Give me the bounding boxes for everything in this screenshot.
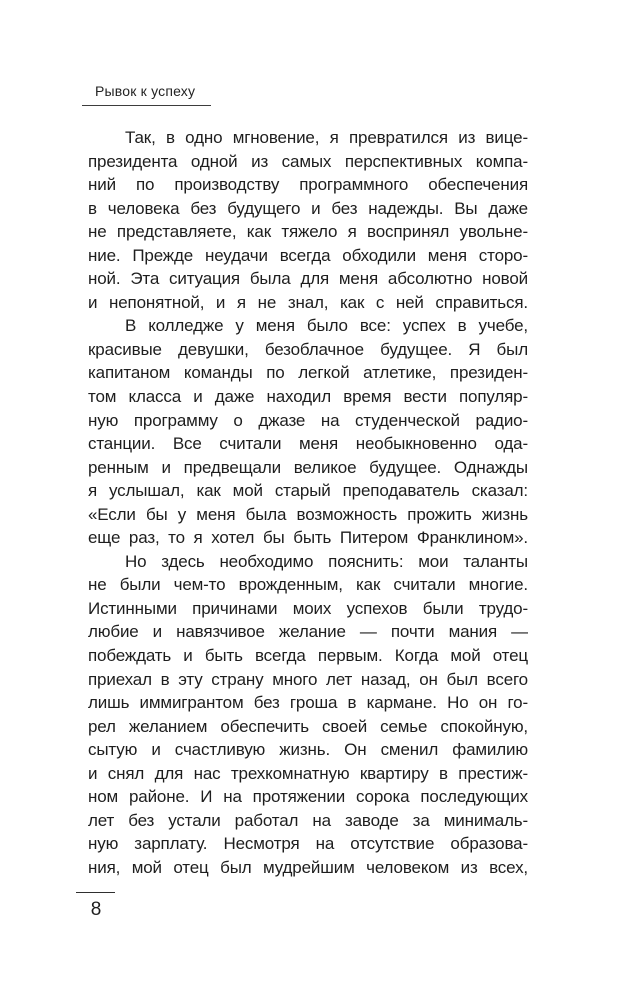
text-line: «Если бы у меня была возможность прожить жизнь [88,504,528,524]
text-line: ние. Прежде неудачи всегда обходили меня сторо- [88,245,528,265]
text-line: ной. Эта ситуация была для меня абсолютно новой [88,269,528,289]
text-line: Так, в одно мгновение, я превратился из вице- [125,128,528,147]
text-line: лет без устали работал на заводе за минималь- [88,810,528,830]
text-line: ний по производству программного обеспечения [88,175,528,195]
text-line: приехал в эту страну много лет назад, он был всего [88,669,528,689]
text-line: не были чем-то врожденным, как считали многие. [88,575,528,595]
page-number: 8 [90,899,102,920]
text-line: В колледже у меня было все: успех в учебе, [125,316,528,336]
running-title: Рывок к успеху [95,83,196,99]
text-line: ния, мой отец был мудрейшим человеком из всех, [88,857,528,877]
body-text [88,126,528,880]
text-line: станции. Все считали меня необыкновенно ода- [88,434,528,454]
text-line: и снял для нас трехкомнатную квартиру в престиж- [88,763,528,783]
text-line: любие и навязчивое желание — почти мания — [88,622,528,642]
paragraph [88,314,528,549]
text-line: ном районе. И на протяжении сорока последующих [88,787,528,807]
text-line: лишь иммигрантом без гроша в кармане. Но он го- [88,693,528,713]
text-line: сытую и счастливую жизнь. Он сменил фамилию [88,740,528,760]
text-line: еще раз, то я хотел бы быть Питером Франклином». [88,528,528,548]
text-line: Истинными причинами моих успехов были трудо- [88,598,528,618]
folio-rule [76,892,115,893]
text-line: красивые девушки, безоблачное будущее. Я был [88,339,528,359]
text-line: побеждать и быть всегда первым. Когда мой отец [88,646,528,666]
text-line: ную программу о джазе на студенческой радио- [88,410,528,430]
text-line: том класса и даже находил время вести популяр- [88,387,528,407]
text-line: ренным и предвещали великое будущее. Однажды [88,457,528,477]
text-line: рел желанием обеспечить своей семье спокойную, [88,716,528,736]
text-line: ную зарплату. Несмотря на отсутствие образова- [88,834,528,854]
text-line: и непонятной, и я не знал, как с ней справиться. [88,292,528,312]
paragraph [88,550,528,880]
text-line: капитаном команды по легкой атлетике, президен- [88,363,528,383]
text-line: в человека без будущего и без надежды. Вы даже [88,198,528,218]
text-line: не представляете, как тяжело я воспринял увольне- [88,222,528,242]
running-head [82,84,211,106]
text-line: президента одной из самых перспективных компа- [88,151,528,171]
text-line: я услышал, как мой старый преподаватель сказал: [88,481,528,501]
text-line: Но здесь необходимо пояснить: мои таланты [125,551,528,571]
paragraph [88,126,528,314]
